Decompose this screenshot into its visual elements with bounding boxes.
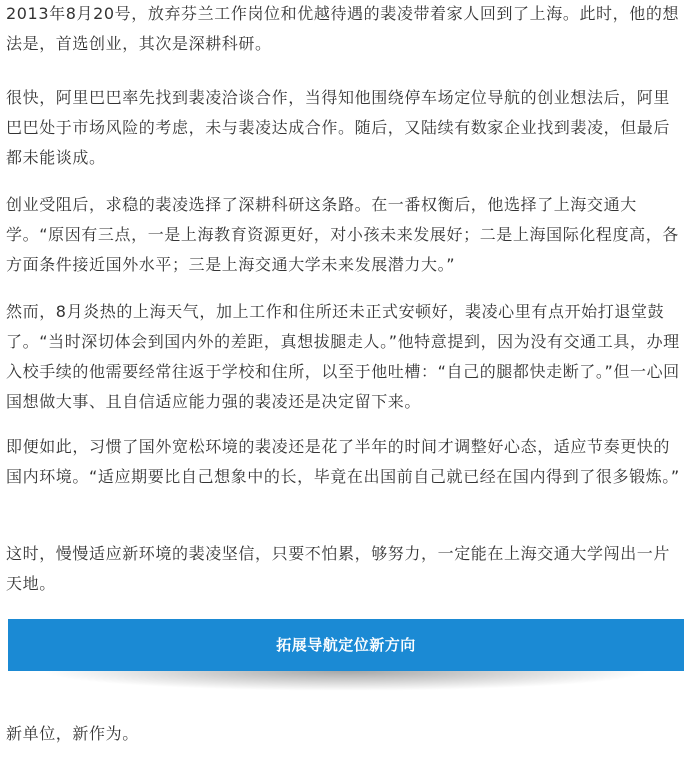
banner-shadow <box>40 671 652 691</box>
article-paragraph-2: 很快，阿里巴巴率先找到裴凌洽谈合作，当得知他围绕停车场定位导航的创业想法后，阿里巴巴处于市场风险的考虑，未与裴凌达成合作。随后，又陆续有数家企业找到裴凌，但最后都未能谈成。 <box>6 88 671 167</box>
closing-paragraph: 新单位，新作为。 <box>6 724 139 743</box>
article-paragraph-1: 2013年8月20号，放弃芬兰工作岗位和优越待遇的裴凌带着家人回到了上海。此时，他的想法是，首选创业，其次是深耕科研。 <box>6 4 680 53</box>
article-paragraph-5: 即便如此，习惯了国外宽松环境的裴凌还是花了半年的时间才调整好心态，适应节奏更快的国内环境。“适应期要比自己想象中的长，毕竟在出国前自己就已经在国内得到了很多锻炼。” <box>6 437 680 486</box>
section-heading-banner: 拓展导航定位新方向 <box>8 619 684 671</box>
article-paragraph-4: 然而，8月炎热的上海天气，加上工作和住所还未正式安顿好，裴凌心里有点开始打退堂鼓了。“当时深切体会到国内外的差距，真想拔腿走人。”他特意提到，因为没有交通工具，办理入校手续的他需要经常往返于学校和住所，以至于他吐槽：“自己的腿都快走断了。”但一心回国想做大事、且自信适应能力强的裴凌还是决定留下来。 <box>6 302 680 411</box>
article-paragraph-3: 创业受阻后，求稳的裴凌选择了深耕科研这条路。在一番权衡后，他选择了上海交通大学。“原因有三点，一是上海教育资源更好，对小孩未来发展好；二是上海国际化程度高，各方面条件接近国外水平；三是上海交通大学未来发展潜力大。” <box>6 195 679 274</box>
article-paragraph-6: 这时，慢慢适应新环境的裴凌坚信，只要不怕累，够努力，一定能在上海交通大学闯出一片天地。 <box>6 544 671 593</box>
